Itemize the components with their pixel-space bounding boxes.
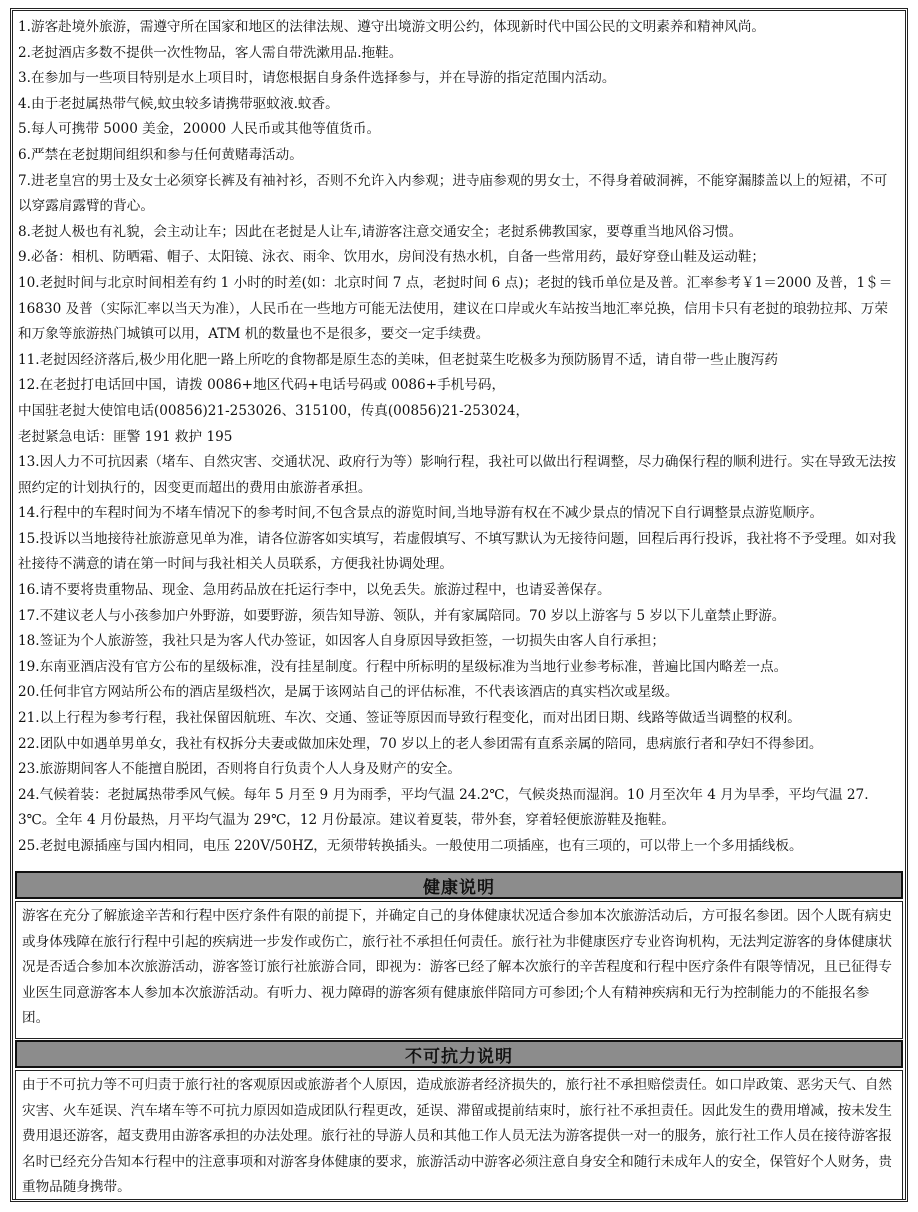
note-item: 17.不建议老人与小孩参加户外野游，如要野游，须告知导游、领队，并有家属陪同。70 岁以上游客与 5 岁以下儿童禁止野游。 <box>18 607 786 624</box>
note-item: 2.老挝酒店多数不提供一次性物品，客人需自带洗漱用品.拖鞋。 <box>18 44 403 61</box>
note-item: 10.老挝时间与北京时间相差有约 1 小时的时差(如：北京时间 7 点，老挝时间 6 点)；老挝的钱币单位是及普。汇率参考￥1＝2000 及普，1＄＝16830 及普（实际汇率以当天为准），人民币在一些地方可能无法使用，建议在口岸或火车站按当地汇率兑换，信用卡只有老挝的琅勃拉邦、万荣和万象等旅游热门城镇可以用，ATM 机的数量也不是很多，要交一定手续费。 <box>18 274 893 343</box>
force-majeure-section-body: 由于不可抗力等不可归责于旅行社的客观原因或旅游者个人原因，造成旅游者经济损失的，旅行社不承担赔偿责任。如口岸政策、恶劣天气、自然灾害、火车延误、汽车堵车等不可抗力原因如造成团队行程更改，延误、滞留或提前结束时，旅行社不承担责任。因此发生的费用增减，按未发生费用退还游客，超支费用由游客承担的办法处理。旅行社的导游人员和其他工作人员无法为游客提供一对一的服务，旅行社工作人员在接待游客报名时已经充分告知本行程中的注意事项和对游客身体健康的要求，旅游活动中游客必须注意自身安全和随行未成年人的安全，保管好个人财务，贵重物品随身携带。 <box>15 1070 903 1200</box>
note-item: 13.因人力不可抗因素（堵车、自然灾害、交通状况、政府行为等）影响行程，我社可以做出行程调整，尽力确保行程的顺利进行。实在导致无法按照约定的计划执行的，因变更而超出的费用由旅游者承担。 <box>18 454 897 496</box>
note-item: 18.签证为个人旅游签，我社只是为客人代办签证，如因客人自身原因导致拒签，一切损失由客人自行承担； <box>18 633 665 650</box>
note-item: 9.必备：相机、防晒霜、帽子、太阳镜、泳衣、雨伞、饮用水，房间没有热水机，自备一些常用药，最好穿登山鞋及运动鞋； <box>18 249 766 266</box>
health-section-title: 健康说明 <box>15 871 903 899</box>
note-item: 4.由于老挝属热带气候,蚊虫较多请携带驱蚊液.蚊香。 <box>18 95 339 112</box>
note-item: 24.气候着装：老挝属热带季风气候。每年 5 月至 9 月为雨季，平均气温 24.2℃，气候炎热而湿润。10 月至次年 4 月为旱季，平均气温 27.3℃。全年 4 月份最热，月平均气温为 29℃，12 月份最凉。建议着夏装，带外套，穿着轻便旅游鞋及拖鞋。 <box>18 786 869 829</box>
note-item: 中国驻老挝大使馆电话(00856)21-253026、315100，传真(00856)21-253024， <box>18 402 530 419</box>
note-item: 5.每人可携带 5000 美金，20000 人民币或其他等值货币。 <box>18 121 381 138</box>
document-frame <box>10 8 908 1202</box>
travel-notes-list <box>18 15 898 860</box>
note-item: 21.以上行程为参考行程，我社保留因航班、车次、交通、签证等原因而导致行程变化，而对出团日期、线路等做适当调整的权利。 <box>18 710 801 727</box>
note-item: 8.老挝人极也有礼貌，会主动让车；因此在老挝是人让车,请游客注意交通安全；老挝系佛教国家，要尊重当地风俗习惯。 <box>18 223 743 240</box>
note-item: 16.请不要将贵重物品、现金、急用药品放在托运行李中，以免丢失。旅游过程中，也请妥善保存。 <box>18 582 611 599</box>
note-item: 12.在老挝打电话回中国，请拨 0086+地区代码+电话号码或 0086+手机号码， <box>18 377 506 394</box>
note-item: 3.在参加与一些项目特别是水上项目时，请您根据自身条件选择参与，并在导游的指定范围内活动。 <box>18 70 616 87</box>
note-item: 6.严禁在老挝期间组织和参与任何黄赌毒活动。 <box>18 146 303 163</box>
note-item: 20.任何非官方网站所公布的酒店星级档次，是属于该网站自己的评估标准，不代表该酒店的真实档次或星级。 <box>18 684 679 701</box>
health-section-body: 游客在充分了解旅途辛苦和行程中医疗条件有限的前提下，并确定自己的身体健康状况适合参加本次旅游活动后，方可报名参团。因个人既有病史或身体残障在旅行行程中引起的疾病进一步发作或伤亡，旅行社不承担任何责任。旅行社为非健康医疗专业咨询机构，无法判定游客的身体健康状况是否适合参加本次旅游活动，游客签订旅行社旅游合同，即视为：游客已经了解本次旅行的辛苦程度和行程中医疗条件有限等情况，且已征得专业医生同意游客本人参加本次旅游活动。有听力、视力障碍的游客须有健康旅伴陪同方可参团;个人有精神疾病和无行为控制能力的不能报名参团。 <box>15 901 903 1039</box>
note-item: 7.进老皇宫的男士及女士必须穿长裤及有袖衬衫，否则不允许入内参观；进寺庙参观的男女士，不得身着破洞裤，不能穿漏膝盖以上的短裙，不可以穿露肩露臂的背心。 <box>18 172 888 215</box>
note-item: 15.投诉以当地接待社旅游意见单为准，请各位游客如实填写，若虚假填写、不填写默认为无接待问题，回程后再行投诉，我社将不予受理。如对我社接待不满意的请在第一时间与我社相关人员联系，方便我社协调处理。 <box>18 530 897 573</box>
note-item: 23.旅游期间客人不能擅自脱团，否则将自行负责个人人身及财产的安全。 <box>18 761 462 778</box>
note-item: 22.团队中如遇单男单女，我社有权拆分夫妻或做加床处理，70 岁以上的老人参团需有直系亲属的陪同，患病旅行者和孕妇不得参团。 <box>18 735 823 752</box>
note-item: 25.老挝电源插座与国内相同，电压 220V/50HZ，无须带转换插头。一般使用二项插座，也有三项的，可以带上一个多用插线板。 <box>18 838 803 854</box>
note-item: 老挝紧急电话：匪警 191 救护 195 <box>18 428 233 445</box>
note-item: 19.东南亚酒店没有官方公布的星级标准，没有挂星制度。行程中所标明的星级标准为当地行业参考标准，普遍比国内略差一点。 <box>18 658 788 675</box>
note-item: 1.游客赴境外旅游，需遵守所在国家和地区的法律法规、遵守出境游文明公约，体现新时代中国公民的文明素养和精神风尚。 <box>18 19 766 35</box>
note-item: 11.老挝因经济落后,极少用化肥一路上所吃的食物都是原生态的美味，但老挝菜生吃极多为预防肠胃不适，请自带一些止腹泻药 <box>18 351 778 368</box>
note-item: 14.行程中的车程时间为不堵车情况下的参考时间,不包含景点的游览时间,当地导游有权在不减少景点的情况下自行调整景点游览顺序。 <box>18 505 824 522</box>
force-majeure-section-title: 不可抗力说明 <box>15 1040 903 1068</box>
